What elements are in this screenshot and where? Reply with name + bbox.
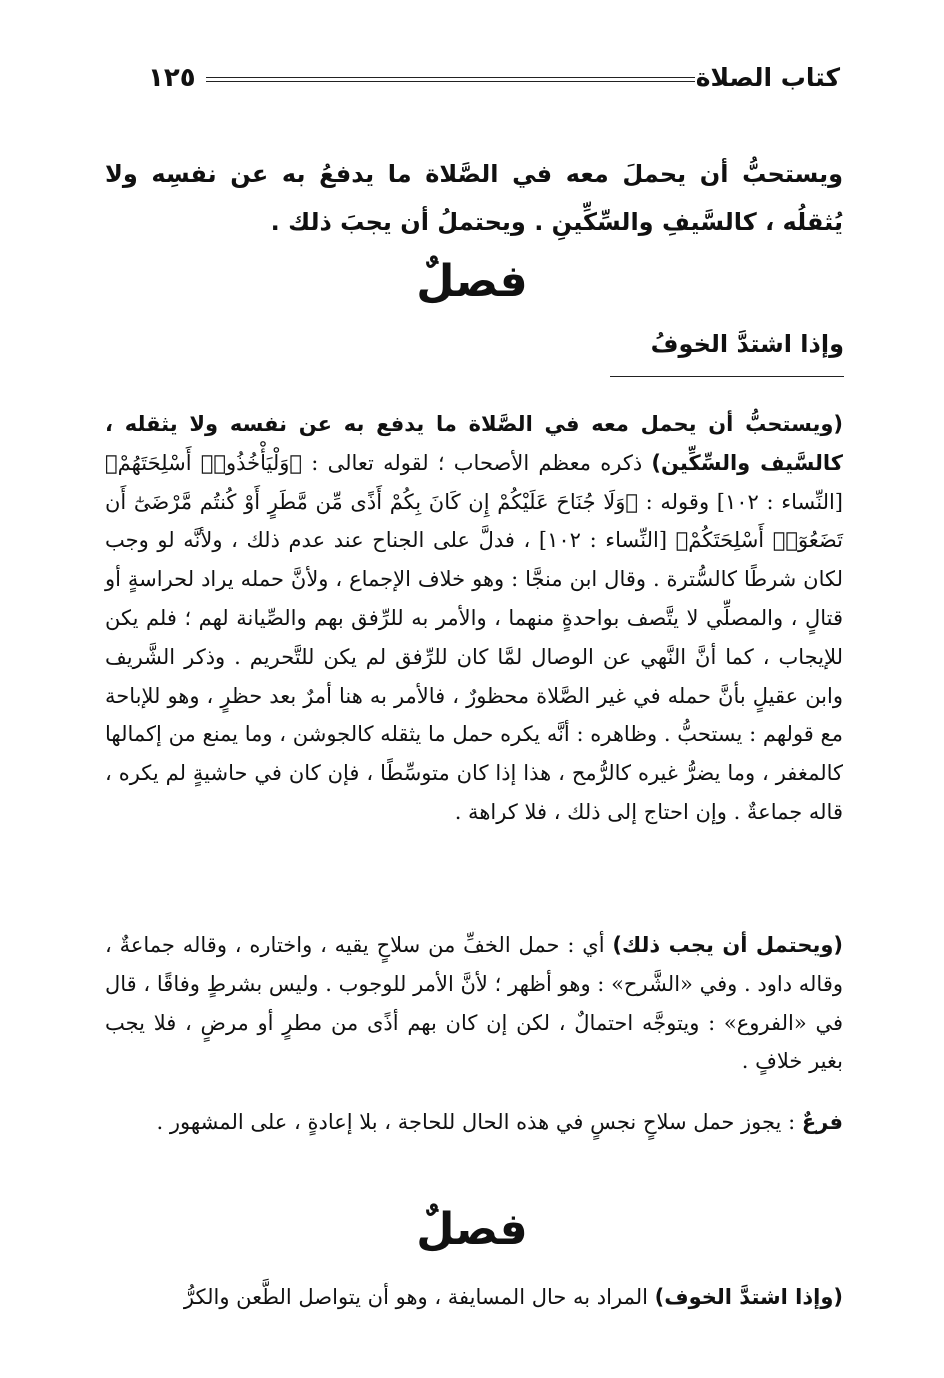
commentary-paragraph xyxy=(105,1278,843,1317)
quran-quote: ﴿وَلْيَأْخُذُوا۟ أَسْلِحَتَهُمْ﴾ xyxy=(105,450,303,475)
page-number: ١٢٥ xyxy=(148,63,196,93)
commentary-text: [النِّساء : ١٠٢] وقوله : xyxy=(637,489,843,514)
header-rule xyxy=(206,77,695,82)
running-header xyxy=(148,60,840,100)
section-heading: فصلٌ xyxy=(416,1204,528,1255)
section-heading: فصلٌ xyxy=(416,256,528,307)
commentary-text: ذكره معظم الأصحاب ؛ لقوله تعالى : xyxy=(302,450,652,475)
running-title: كتاب الصلاة xyxy=(695,63,840,92)
commentary-text: أي : حمل الخفِّ من سلاحٍ يقيه ، واختاره ، وقاله جماعةٌ ، وقاله داود . وفي «الشَّرح» : وهو أظهر ؛ لأنَّ الأمر للوجوب . وليس بشرطٍ وفاقًا ، قال في «الفروع» : ويتوجَّه احتمالٌ ، لكن إن كان بهم أذًى من مطرٍ أو مرضٍ ، فلا يجب بغير خلافٍ . xyxy=(105,933,843,1074)
lemma: (وإذا اشتدَّ الخوف) xyxy=(654,1285,843,1309)
commentary-paragraph xyxy=(105,1103,843,1142)
commentary-text: المراد به حال المسايفة ، وهو أن يتواصل الطَّعن والكرُّ xyxy=(183,1285,655,1309)
commentary-text: [النِّساء : ١٠٢] ، فدلَّ على الجناح عند عدم ذلك ، ولأنَّه لو وجب لكان شرطًا كالسُّترة . وقال ابن منجَّا : وهو خلاف الإجماع ، ولأنَّ حمله يراد لحراسةٍ أو قتالٍ ، والمصلِّي لا يتَّصف بواحدةٍ منهما ، والأمر به للرِّفق بهم والصِّيانة لهم ؛ فلم يكن للإيجاب ، كما أنَّ النَّهي عن الوصال لمَّا كان للرِّفق لم يكن للتَّحريم . وذكر الشَّريف وابن عقيلٍ بأنَّ حمله في غير الصَّلاة محظورٌ ، فالأمر به هنا أمرٌ بعد حظرٍ ، وهو للإباحة مع قولهم : يستحبُّ . وظاهره : أنَّه يكره حمل ما يثقله كالجوشن ، وما يمنع من إكمالها كالمغفر ، وما يضرُّ غيره كالرُّمح ، هذا إذا كان متوسِّطًا ، فإن كان في حاشيةٍ لم يكره ، قاله جماعةٌ . وإن احتاج إلى ذلك ، فلا كراهة . xyxy=(105,528,843,824)
commentary-paragraph xyxy=(105,926,843,1081)
subheading: وإذا اشتدَّ الخوفُ xyxy=(650,330,844,358)
commentary-paragraph xyxy=(105,405,843,832)
commentary-text: : يجوز حمل سلاحٍ نجسٍ في هذه الحال للحاجة ، بلا إعادةٍ ، على المشهور . xyxy=(156,1110,802,1134)
separator-rule xyxy=(610,376,844,377)
matn-text: ويستحبُّ أن يحملَ معه في الصَّلاة ما يدفعُ به عن نفسِه ولا يُثقلُه ، كالسَّيفِ والسِّكِّينِ . ويحتملُ أن يجبَ ذلك . xyxy=(105,160,843,236)
lemma: فرعٌ xyxy=(801,1110,843,1134)
quran-quote: ﴿وَلَا جُنَاحَ عَلَيْكُمْ إِن كَانَ بِكُمْ أَذًى مِّن مَّطَرٍ أَوْ كُنتُم مَّرْضَىٰٓ أَن تَضَعُوٓا۟ أَسْلِحَتَكُمْ﴾ xyxy=(105,489,843,553)
lemma: (ويحتمل أن يجب ذلك) xyxy=(612,933,844,957)
lemma: (ويستحبُّ أن يحمل معه في الصَّلاة ما يدفع به عن نفسه ولا يثقله ، كالسَّيف والسِّكِّين) xyxy=(105,412,844,475)
